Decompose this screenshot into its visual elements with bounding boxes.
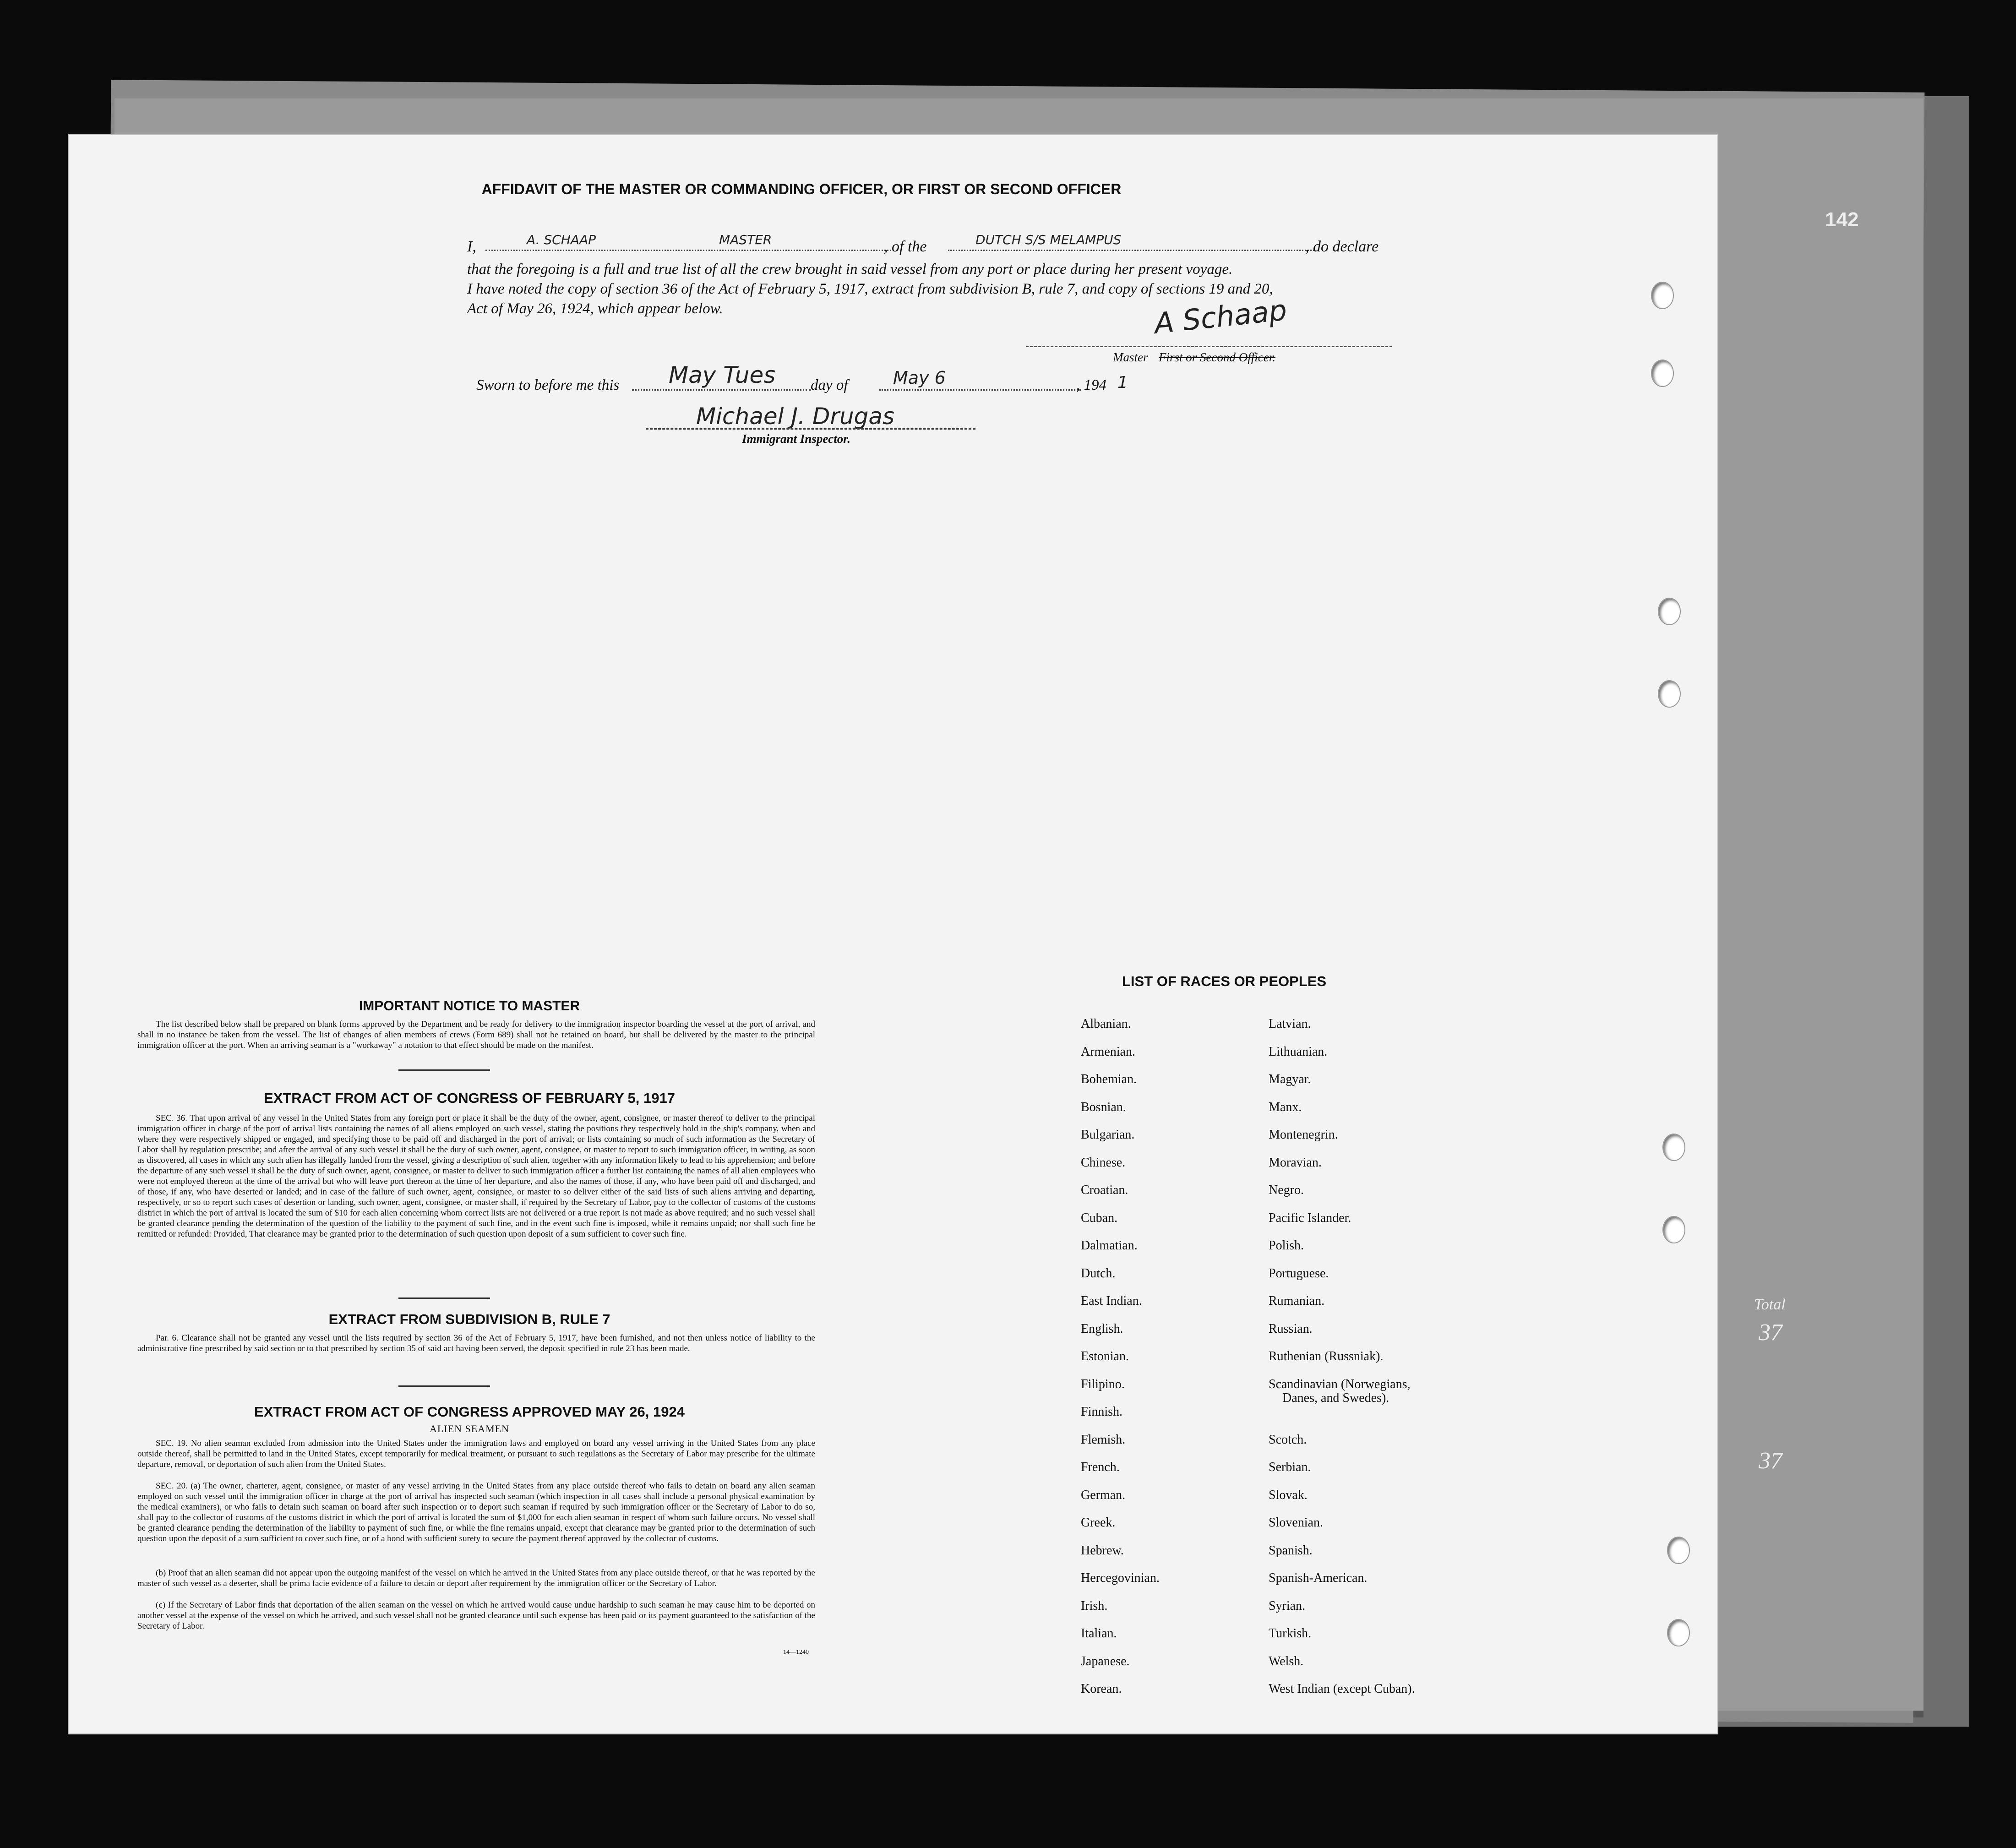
race-item: Estonian. xyxy=(1081,1349,1129,1363)
sec20c-text: (c) If the Secretary of Labor finds that deportation of the alien seaman on the vessel on which he arrived would cause undue hardship to such seaman he may cause him to be deported on another vessel at the expense of the vessel on which he arrived, and such vessel shall not be granted clearance until such expense has been paid or its payment guaranteed to the satisfaction of the Secretary of Labor. xyxy=(137,1600,815,1631)
race-item: Moravian. xyxy=(1269,1155,1322,1170)
race-item: Greek. xyxy=(1081,1515,1116,1530)
punch-hole xyxy=(1651,282,1674,309)
race-item: Dutch. xyxy=(1081,1266,1116,1281)
extract-1917-title: EXTRACT FROM ACT OF CONGRESS OF FEBRUARY 5, 1917 xyxy=(264,1090,675,1106)
sworn-label: Sworn to before me this xyxy=(476,377,620,393)
master-label: Master xyxy=(1113,350,1148,364)
race-item: Serbian. xyxy=(1269,1460,1311,1474)
page-number: 142 xyxy=(1825,208,1859,231)
year-handwritten: 1 xyxy=(1117,373,1128,392)
race-item: Bulgarian. xyxy=(1081,1128,1135,1142)
inspector-signature: Michael J. Drugas xyxy=(696,403,895,430)
race-item: Japanese. xyxy=(1081,1654,1130,1668)
subdivision-text: Par. 6. Clearance shall not be granted any vessel until the lists required by section 36 of the Act of February 5, 1917, have been furnished, and not then unless notice of liability to the administrative fine prescribed by said section or to that prescribed by section 35 of said act having been served, the deposit specified in rule 23 has been made. xyxy=(137,1333,815,1353)
race-item: Bohemian. xyxy=(1081,1072,1137,1086)
races-left-list xyxy=(1081,1017,1160,1710)
race-item: Ruthenian (Russniak). xyxy=(1269,1349,1384,1363)
race-item: Welsh. xyxy=(1269,1654,1304,1668)
race-item: Turkish. xyxy=(1269,1626,1312,1641)
inspector-line xyxy=(646,428,975,430)
race-item: Scandinavian (Norwegians, xyxy=(1269,1377,1411,1391)
race-item: Rumanian. xyxy=(1269,1294,1325,1308)
subdivision-title: EXTRACT FROM SUBDIVISION B, RULE 7 xyxy=(328,1311,610,1327)
race-item: Hercegovinian. xyxy=(1081,1571,1160,1585)
race-item: Filipino. xyxy=(1081,1377,1125,1391)
punch-hole xyxy=(1662,1134,1685,1161)
race-item: Russian. xyxy=(1269,1321,1313,1336)
race-item: Bosnian. xyxy=(1081,1100,1126,1114)
separator xyxy=(398,1385,490,1387)
race-item: Slovenian. xyxy=(1269,1515,1323,1530)
races-title: LIST OF RACES OR PEOPLES xyxy=(1122,973,1327,989)
race-item: Scotch. xyxy=(1269,1432,1307,1447)
punch-hole xyxy=(1667,1537,1690,1564)
race-item: Spanish. xyxy=(1269,1543,1313,1558)
punch-hole xyxy=(1658,598,1681,625)
day-of-label: day of xyxy=(811,377,848,393)
race-item-continuation: Danes, and Swedes). xyxy=(1282,1390,1389,1405)
declarant-name: A. SCHAAP xyxy=(527,232,596,247)
extract-1924-title: EXTRACT FROM ACT OF CONGRESS APPROVED MAY 26, 1924 xyxy=(254,1404,685,1420)
vessel-line xyxy=(948,250,1314,251)
sworn-day: May Tues xyxy=(669,362,776,388)
race-item: English. xyxy=(1081,1321,1123,1336)
race-item: Cuban. xyxy=(1081,1210,1118,1225)
race-item: Polish. xyxy=(1269,1238,1304,1253)
affidavit-body-3: Act of May 26, 1924, which appear below. xyxy=(467,300,723,317)
race-item: East Indian. xyxy=(1081,1294,1142,1308)
race-item: Flemish. xyxy=(1081,1432,1126,1447)
race-item: Negro. xyxy=(1269,1183,1304,1197)
inspector-label: Immigrant Inspector. xyxy=(742,432,851,446)
punch-hole xyxy=(1651,360,1674,387)
race-item: Syrian. xyxy=(1269,1598,1306,1613)
race-item: Armenian. xyxy=(1081,1044,1135,1059)
race-item: Lithuanian. xyxy=(1269,1044,1328,1059)
affidavit-of-the: , of the xyxy=(884,238,927,255)
affidavit-body-2: I have noted the copy of section 36 of the Act of February 5, 1917, extract from subdivision B, rule 7, and copy of sections 19 and 20, xyxy=(467,281,1273,297)
race-item: Albanian. xyxy=(1081,1017,1131,1031)
race-item: Pacific Islander. xyxy=(1269,1210,1351,1225)
notice-text: The list described below shall be prepared on blank forms approved by the Department and be ready for delivery to the immigration inspector boarding the vessel at the port of arrival, and shall in no instance be taken from the vessel. The list of changes of alien members of crews (Form 689) shall not be retained on board, but shall be delivered by the master to the principal immigration officer at the port. When an arriving seaman is a "workaway" a notation to that effect should be made on the manifest. xyxy=(137,1019,815,1050)
struck-officer-label: First or Second Officer. xyxy=(1159,350,1275,364)
race-item: Magyar. xyxy=(1269,1072,1311,1086)
extract-1924-subtitle: ALIEN SEAMEN xyxy=(430,1423,509,1434)
race-item: Latvian. xyxy=(1269,1017,1311,1031)
master-signature-line xyxy=(1026,346,1392,347)
affidavit-i-label: I, xyxy=(467,238,476,255)
race-item: Dalmatian. xyxy=(1081,1238,1138,1253)
extract-1917-text: SEC. 36. That upon arrival of any vessel in the United States from any foreign port or place it shall be the duty of the owner, agent, consignee, or master thereof to deliver to the principal immigration officer in charge of the port of arrival lists containing the names of all aliens employed on such vessel, stating the positions they respectively hold in the ship's company, when and where they were respectively shipped or engaged, and specifying those to be paid off and discharged in the port of arrival; or lists containing so much of such information as the Secretary of Labor shall by regulation prescribe; and after the arrival of any such vessel it shall be the duty of such owner, agent, consignee, or master to report to such immigration officer, in writing, as soon as discovered, all cases in which any such alien has illegally landed from the vessel, giving a description of such alien, together with any information likely to lead to his apprehension; and before the departure of any such vessel it shall be the duty of such owner, agent, consignee, or master to deliver to such immigration officer a further list containing the names of all alien employees who were not employed thereon at the time of the arrival but who will leave port thereon at the time of her departure, and also the names of those, if any, who have been paid off and discharged, and of those, if any, who have deserted or landed; and in case of the failure of such owner, agent, consignee, or master to so deliver either of the said lists of such aliens arriving and departing, respectively, or so to report such cases of desertion or landing, such owner, agent, consignee, or master shall, if required by the Secretary of Labor, pay to the collector of customs of the customs district in which the port of arrival is located the sum of $10 for each alien concerning whom correct lists are not delivered or a true report is not made as above required; and no such vessel shall be granted clearance pending the determination of the question of the liability to the payment of such fine, and in the event such fine is imposed, while it remains unpaid; nor shall such fine be remitted or refunded: Provided, That clearance may be granted prior to the determination of such question upon deposit of a sum sufficient to cover such fine. xyxy=(137,1113,815,1239)
affidavit-body-1: that the foregoing is a full and true list of all the crew brought in said vessel from any port or place during her present voyage. xyxy=(467,261,1233,278)
race-item: Slovak. xyxy=(1269,1488,1308,1502)
declarant-line xyxy=(485,250,898,251)
affidavit-page xyxy=(69,135,1717,1734)
affidavit-do-declare: , do declare xyxy=(1305,238,1379,255)
master-signature: A Schaap xyxy=(1152,293,1289,340)
race-item: West Indian (except Cuban). xyxy=(1269,1682,1415,1696)
sec20b-text: (b) Proof that an alien seaman did not appear upon the outgoing manifest of the vessel on which he arrived in the United States from any place outside thereof, or that he was reported by the master of such vessel as a deserter, shall be prima facie evidence of a failure to detain or deport after requirement by the immigration officer or the Secretary of Labor. xyxy=(137,1568,815,1588)
sec20a-text: SEC. 20. (a) The owner, charterer, agent, consignee, or master of any vessel arriving in the United States from any place outside thereof who fails to detain on board any alien seaman employed on such vessel until the immigration officer in charge at the port of arrival has inspected such seaman (which inspection in all cases shall include a personal physical examination by the medical examiners), or who fails to detain such seaman on board after such inspection or to deport such seaman if required by such immigration officer or the Secretary of Labor to do so, shall pay to the collector of customs of the customs district in which the port of arrival is located the sum of $1,000 for each alien seaman in respect of whom such failure occurs. No vessel shall be granted clearance pending the determination of the liability to payment of such fine, or while the fine remains unpaid, except that clearance may be granted prior to the determination of such question upon the deposit of a sum sufficient to cover such fine, or of a bond with sufficient surety to secure the payment thereof approved by the collector of customs. xyxy=(137,1481,815,1543)
race-item: Chinese. xyxy=(1081,1155,1126,1170)
punch-hole xyxy=(1658,680,1681,708)
race-item: French. xyxy=(1081,1460,1120,1474)
sworn-day-line xyxy=(632,389,811,391)
punch-hole xyxy=(1662,1216,1685,1243)
declarant-rank: MASTER xyxy=(719,232,772,247)
notice-title: IMPORTANT NOTICE TO MASTER xyxy=(359,998,580,1014)
race-item: Hebrew. xyxy=(1081,1543,1124,1558)
vessel-name: DUTCH S/S MELAMPUS xyxy=(975,232,1122,247)
year-prefix: , 194 xyxy=(1076,377,1106,393)
margin-total-label: Total xyxy=(1754,1296,1786,1313)
race-item: German. xyxy=(1081,1488,1126,1502)
punch-hole xyxy=(1667,1619,1690,1646)
margin-total-value-2: 37 xyxy=(1759,1448,1782,1474)
affidavit-title: AFFIDAVIT OF THE MASTER OR COMMANDING OFFICER, OR FIRST OR SECOND OFFICER xyxy=(481,181,1122,197)
race-item: Montenegrin. xyxy=(1269,1128,1338,1142)
sec19-text: SEC. 19. No alien seaman excluded from admission into the United States under the immigration laws and employed on board any vessel arriving in the United States from any place outside thereof, shall be permitted to land in the United States, except temporarily for medical treatment, or pursuant to such regulations as the Secretary of Labor may prescribe for the ultimate departure, removal, or deportation of such alien from the United States. xyxy=(137,1439,815,1469)
race-item: Manx. xyxy=(1269,1100,1302,1114)
form-number: 14—1240 xyxy=(783,1649,809,1656)
race-item: Spanish-American. xyxy=(1269,1571,1368,1585)
race-item: Irish. xyxy=(1081,1598,1108,1613)
race-item: Finnish. xyxy=(1081,1405,1123,1419)
race-item: Italian. xyxy=(1081,1626,1117,1641)
race-item: Korean. xyxy=(1081,1682,1122,1696)
separator xyxy=(398,1069,490,1071)
races-right-list xyxy=(1269,1017,1415,1710)
sworn-month: May 6 xyxy=(893,368,946,388)
sworn-month-line xyxy=(879,389,1081,391)
race-item: Portuguese. xyxy=(1269,1266,1329,1281)
margin-total-value: 37 xyxy=(1759,1319,1782,1346)
separator xyxy=(398,1297,490,1299)
race-item: Croatian. xyxy=(1081,1183,1128,1197)
